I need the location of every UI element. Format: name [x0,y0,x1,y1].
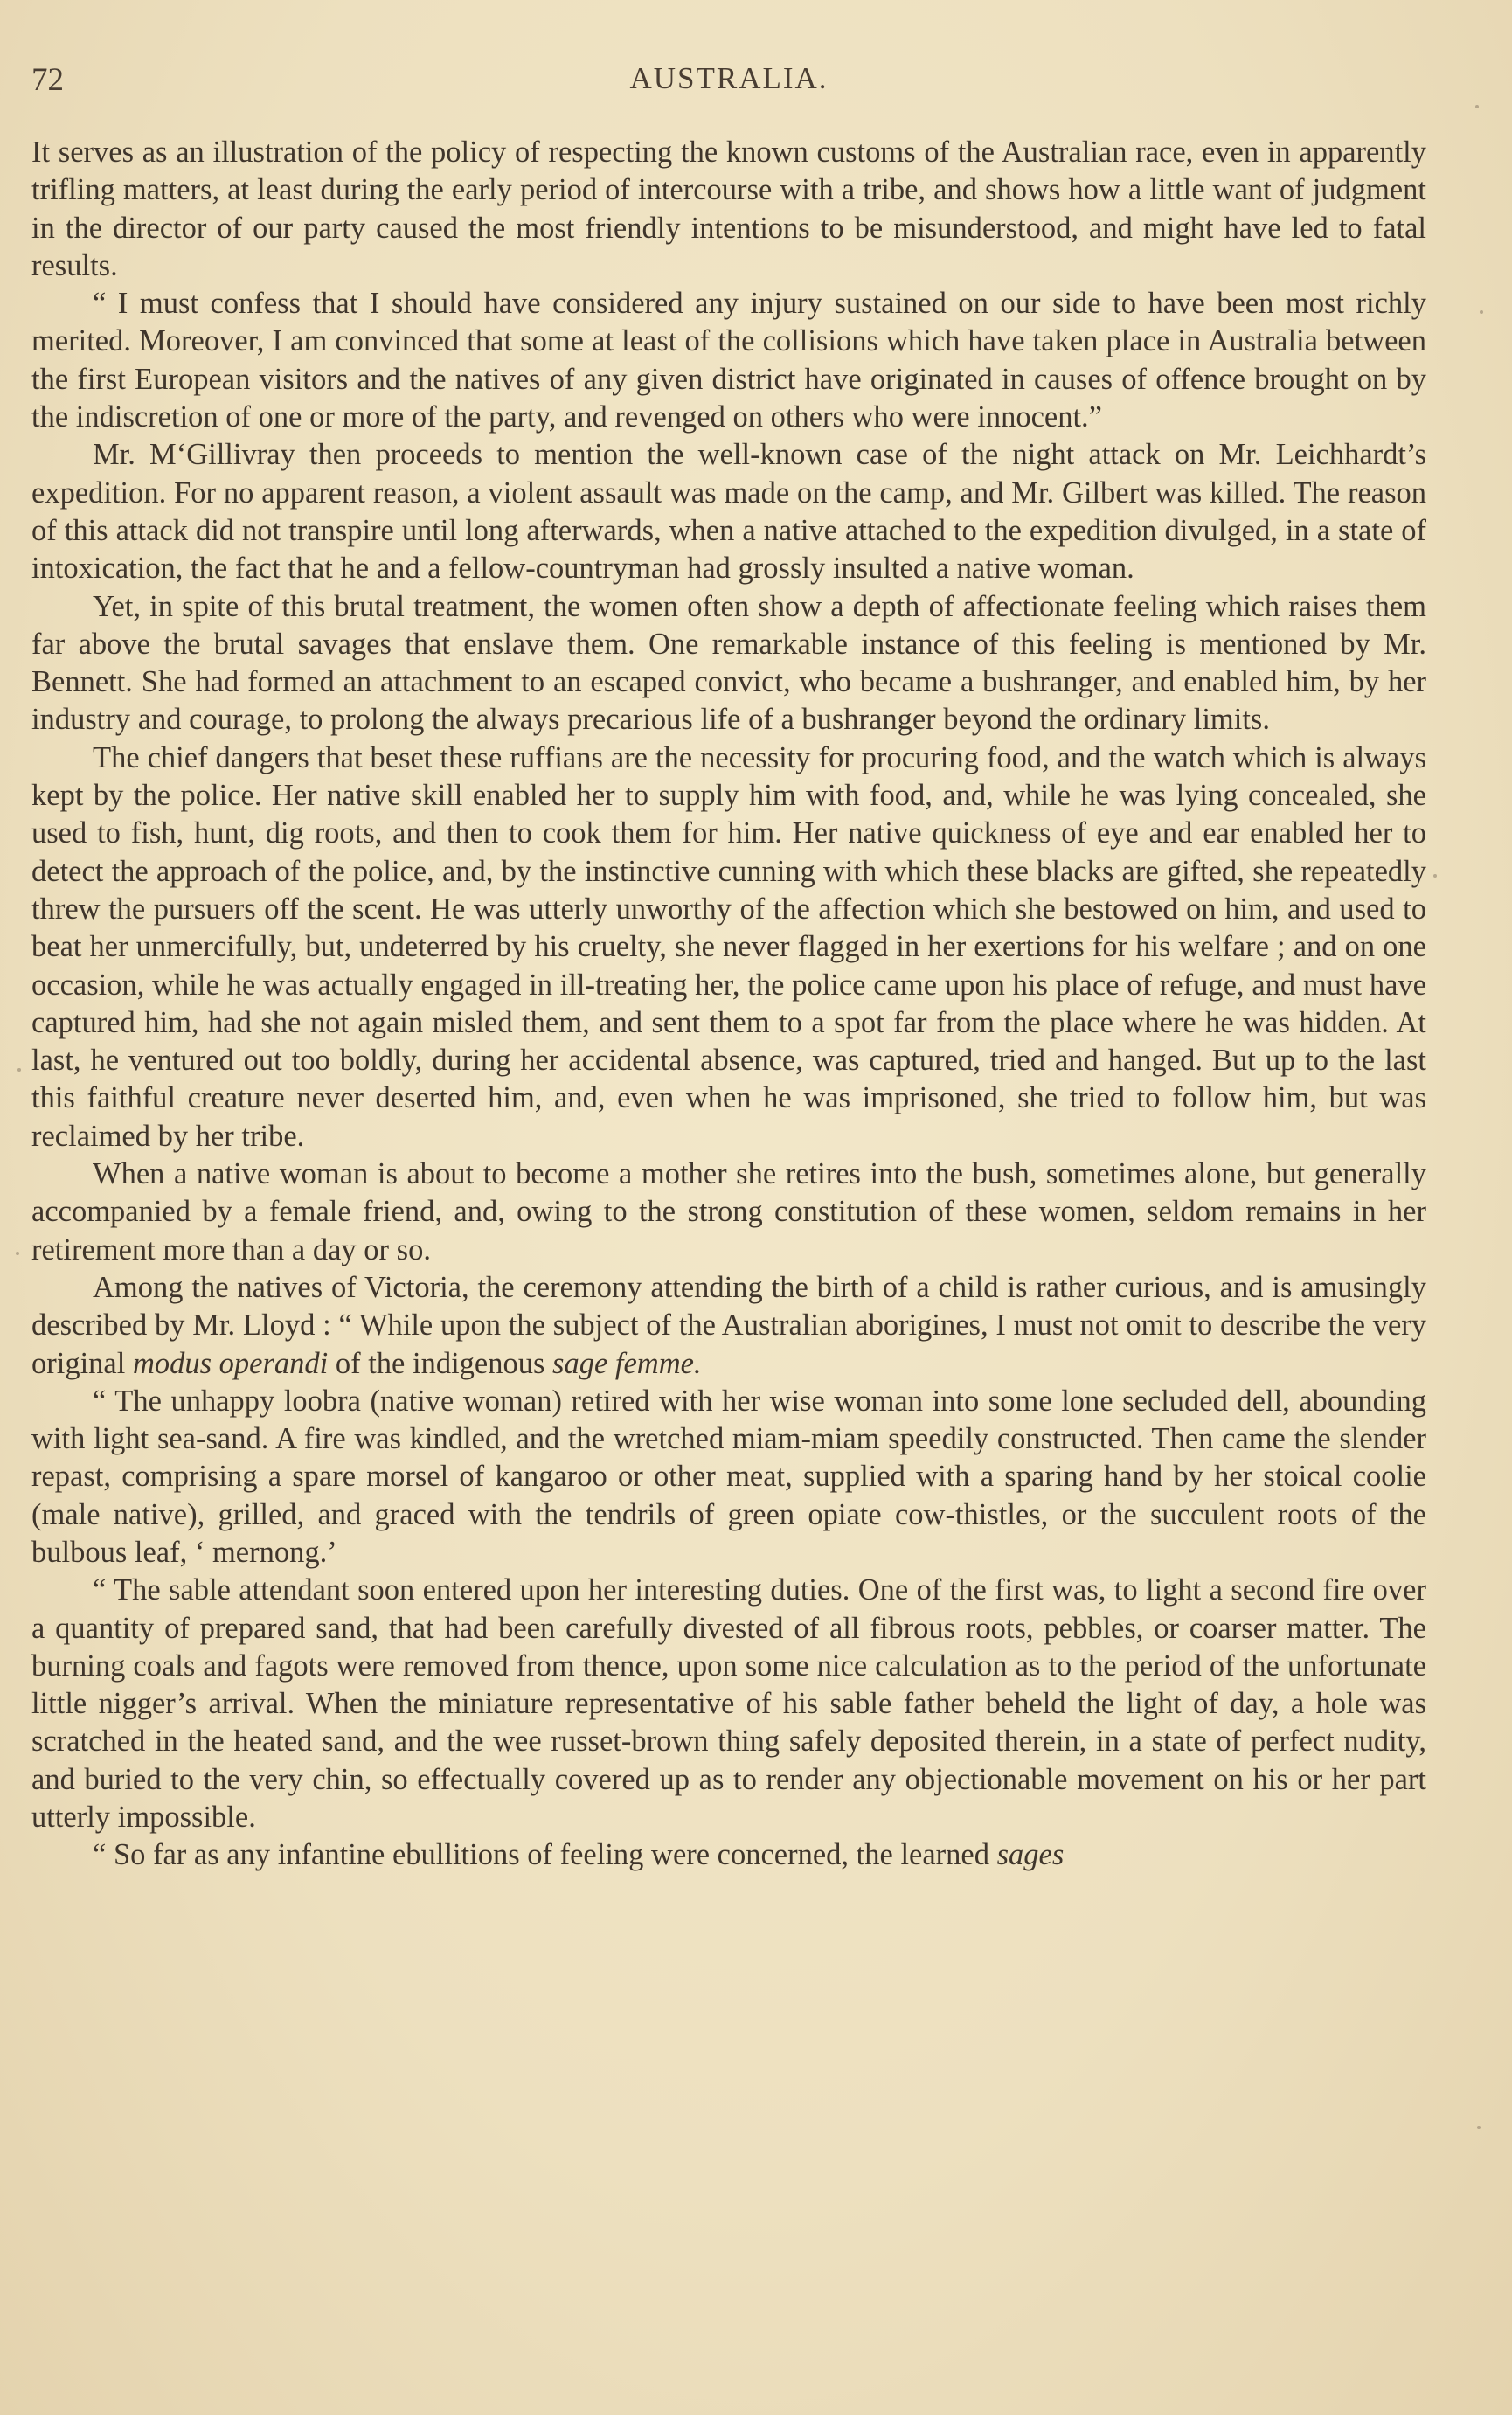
body-text [31,134,1426,1875]
paragraph-10 [31,1836,1426,1874]
paper-speck [1477,2126,1481,2129]
paragraph-5: The chief dangers that beset these ruffians are the necessity for procuring food, and the watch which is always kept by the police. Her native skill enabled her to supply him with food, and, while he was lying concealed, she used to fish, hunt, dig roots, and then to cook them for him. Her native quickness of eye and ear enabled her to detect the approach of the police, and, by the instinctive cunning with which these blacks are gifted, she repeatedly threw the pursuers off the scent. He was utterly unworthy of the affection which she bestowed on him, and used to beat her unmercifully, but, undeterred by his cruelty, she never flagged in her exertions for his welfare ; and on one occasion, while he was actually engaged in ill-treating her, the police came upon his place of refuge, and must have captured him, had she not again misled them, and sent them to a spot far from the place where he was hidden. At last, he ventured out too boldly, during her accidental absence, was captured, tried and hanged. But up to the last this faithful creature never deserted him, and, even when he was imprisoned, she tried to follow him, but was reclaimed by her tribe. [31,740,1426,1153]
paragraph-8: “ The unhappy loobra (native woman) retired with her wise woman into some lone secluded dell, abounding with light sea-sand. A fire was kindled, and the wretched miam-miam speedily constructed. Then came the slender repast, comprising a spare morsel of kangaroo or other meat, supplied with a sparing hand by her stoical coolie (male native), grilled, and graced with the tendrils of green opiate cow-thistles, or the succulent roots of the bulbous leaf, ‘ mernong.’ [31,1384,1426,1569]
page-number: 72 [31,62,64,98]
paragraph-6: When a native woman is about to become a mother she retires into the bush, sometimes alone, but generally accompanied by a female friend, and, owing to the strong constitution of these women, seldom remains in her retirement more than a day or so. [31,1157,1426,1266]
italic-phrase-sage-femme: sage femme. [552,1346,702,1380]
paragraph-3: Mr. M‘Gillivray then proceeds to mention the well-known case of the night attack on Mr. Leichhardt’s expedition. For no apparent reason, a violent assault was made on the camp, and Mr. Gilbert was killed. The reason of this attack did not transpire until long afterwards, when a native attached to the expedition divulged, in a state of intoxication, the fact that he and a fellow-countryman had grossly insulted a native woman. [31,438,1426,586]
italic-word-sages: sages [996,1838,1065,1872]
paragraph-7-text-a: Among the natives of Victoria, the ceremony attending the birth of a child is rather curious, and is amusingly described by Mr. Lloyd : “ While upon the subject of the Australian aborigines, I must not omit to describe the very original [31,1270,1426,1380]
paper-speck [1480,310,1483,314]
running-head: AUSTRALIA. [629,61,829,95]
italic-phrase-modus-operandi: modus operandi [132,1346,329,1380]
paper-speck [16,1252,19,1255]
page-header [31,61,1426,107]
paragraph-4: Yet, in spite of this brutal treatment, the women often show a depth of affectionate feeling which raises them far above the brutal savages that enslave them. One remarkable instance of this feeling is mentioned by Mr. Bennett. She had formed an attachment to an escaped convict, who became a bushranger, and enabled him, by her industry and courage, to prolong the always precarious life of a bushranger beyond the ordinary limits. [31,589,1426,737]
paragraph-2: “ I must confess that I should have considered any injury sustained on our side to have been most richly merited. Moreover, I am convinced that some at least of the collisions which have taken place in Australia between the first European visitors and the natives of any given district have originated in causes of offence brought on by the indiscretion of one or more of the party, and revenged on others who were innocent.” [31,287,1426,434]
paragraph-7 [31,1269,1426,1383]
paragraph-9: “ The sable attendant soon entered upon her interesting duties. One of the first was, to light a second fire over a quantity of prepared sand, that had been carefully divested of all fibrous roots, pebbles, or coarser matter. The burning coals and fagots were removed from thence, upon some nice calculation as to the period of the unfortunate little nigger’s arrival. When the miniature representative of his sable father beheld the light of day, a hole was scratched in the heated sand, and the wee russet-brown thing safely deposited therein, in a state of perfect nudity, and buried to the very chin, so effectually covered up as to render any objectionable movement on his or her part utterly impossible. [31,1573,1426,1835]
paragraph-7-text-b: of the indigenous [328,1346,553,1380]
paper-speck [1433,874,1437,878]
paper-speck [17,1068,21,1072]
paragraph-10-text: “ So far as any infantine ebullitions of feeling were concerned, the learned [93,1838,997,1872]
paper-speck [1475,105,1479,108]
paragraph-1: It serves as an illustration of the policy of respecting the known customs of the Australian race, even in apparently trifling matters, at least during the early period of intercourse with a tribe, and shows how a little want of judgment in the director of our party caused the most friendly intentions to be misunderstood, and might have led to fatal results. [31,135,1426,282]
